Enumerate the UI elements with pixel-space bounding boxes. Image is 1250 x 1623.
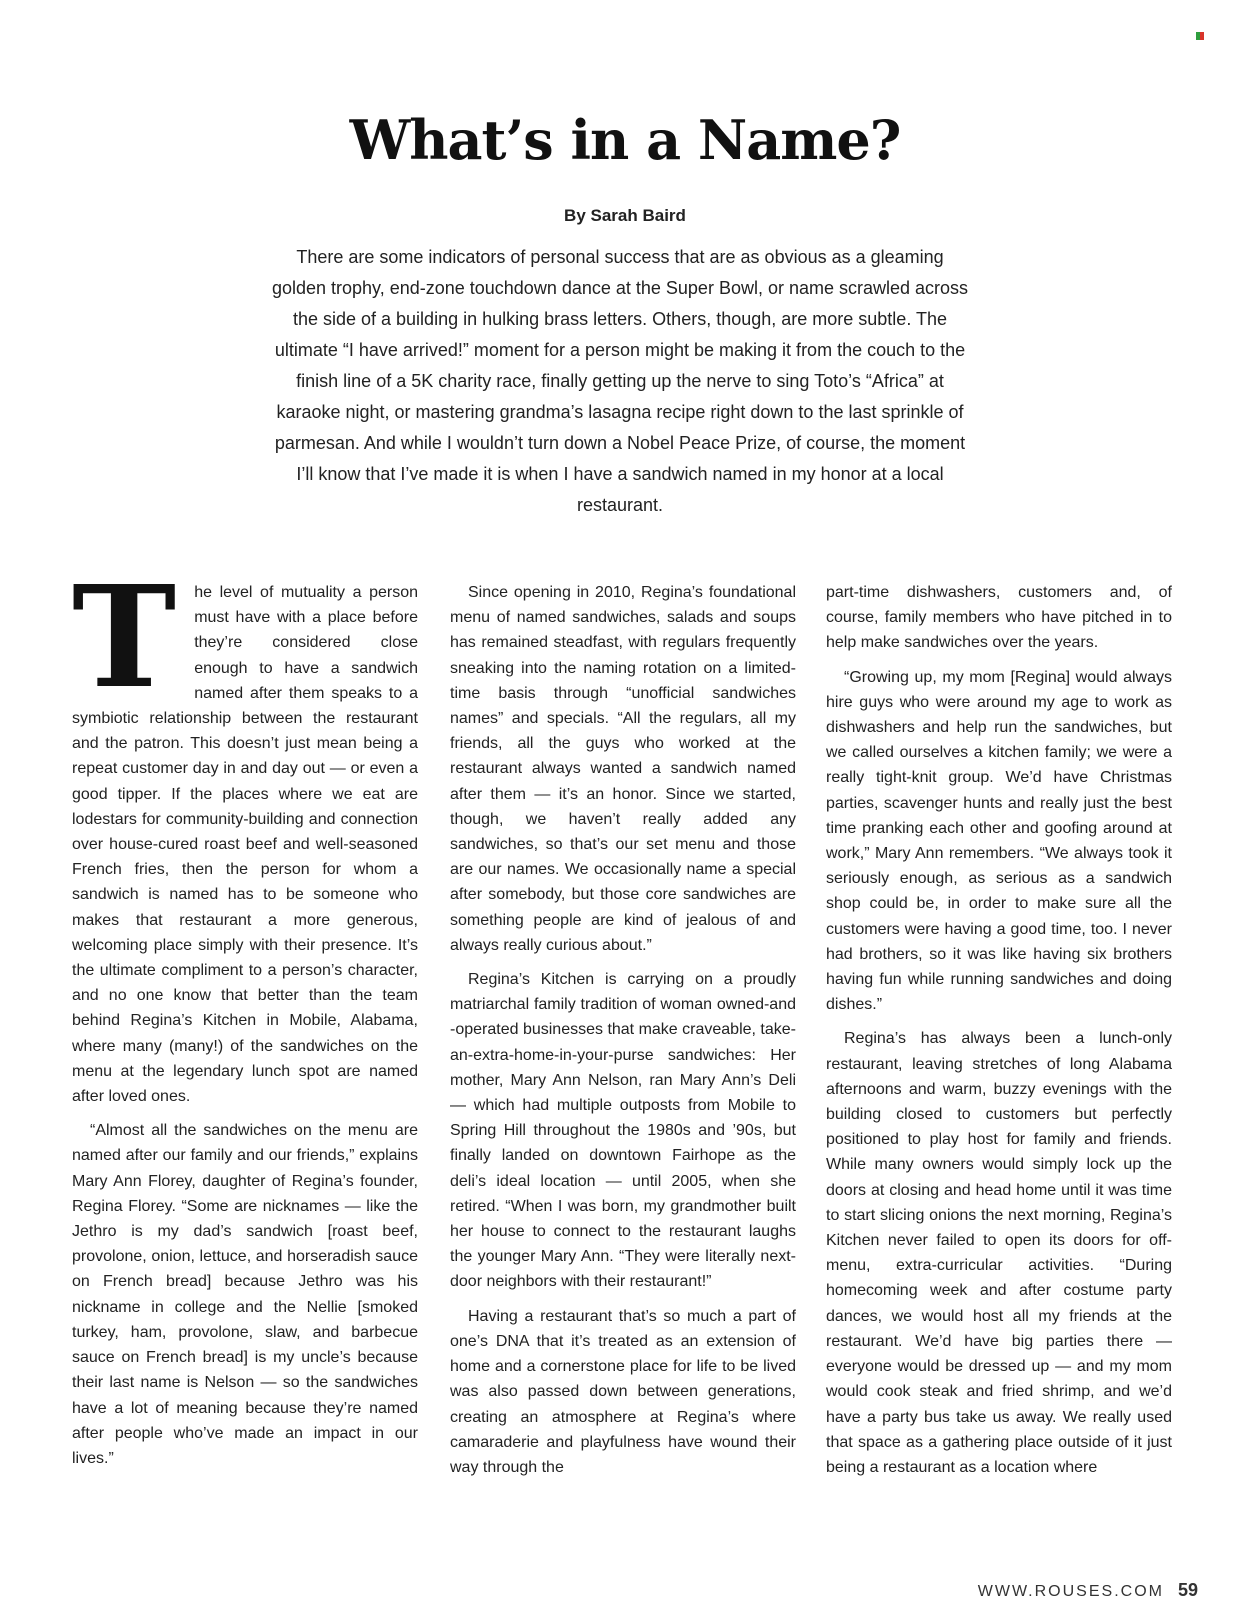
page-footer <box>978 1580 1198 1601</box>
corner-mark-red <box>1200 32 1204 40</box>
article-title: What’s in a Name? <box>349 108 901 172</box>
column-3-paragraph-2: “Growing up, my mom [Regina] would always hire guys who were around my age to work as dishwashers and help run the sandwiches, but we called ourselves a kitchen family; we were a really tight-knit group. We’d have Christmas parties, scavenger hunts and really just the best time pranking each other and goofing around at work,” Mary Ann remembers. “We always took it seriously enough, as serious as a sandwich shop could be, in order to make sure all the customers were having a good time, too. I never had brothers, so it was like having six brothers having fun while running sandwiches and doing dishes.” <box>826 668 1172 1014</box>
article-byline: By Sarah Baird <box>564 206 686 225</box>
footer-site-url[interactable]: WWW.ROUSES.COM <box>977 1583 1164 1600</box>
column-1 <box>72 556 418 1480</box>
column-2-paragraph-2: Regina’s Kitchen is carrying on a proudly matriarchal family tradition of woman owned-and -operated businesses that make craveable, take-an-extra-home-in-your-purse sandwiches: Her mother, Mary Ann Nelson, ran Mary Ann’s Deli — which had multiple outposts from Mobile to Spring Hill throughout the 1980s and ’90s, but finally landed on downtown Fairhope as the deli’s ideal location — until 2005, when she retired. “When I was born, my grandmother built her house to connect to the restaurant laughs the younger Mary Ann. “They were literally next-door neighbors with their restaurant!” <box>450 971 796 1291</box>
column-2-paragraph-3: Having a restaurant that’s so much a part of one’s DNA that it’s treated as an extension of home and a cornerstone place for life to be lived was also passed down between generations, creating an atmosphere at Regina’s where camaraderie and playfulness have wound their way through the <box>450 1307 796 1476</box>
column-3 <box>826 580 1172 1489</box>
column-2 <box>450 580 796 1489</box>
column-3-paragraph-3: Regina’s has always been a lunch-only restaurant, leaving stretches of long Alabama afternoons and warm, buzzy evenings with the building closed to customers but perfectly positioned to play host for family and friends. While many owners would simply lock up the doors at closing and head home until it was time to start slicing onions the next morning, Regina’s Kitchen never failed to open its doors for off-menu, extra-curricular activities. “During homecoming week and after costume party dances, we would host all my friends at the restaurant. We’d have big parties there — everyone would be dressed up — and my mom would cook steak and fried shrimp, and we’d have a party bus take us away. We really used that space as a gathering place outside of it just being a restaurant as a location where <box>826 1030 1172 1476</box>
corner-color-mark <box>1196 32 1204 40</box>
column-3-paragraph-1: part-time dishwashers, customers and, of course, family members who have pitched in to help make sandwiches over the years. <box>826 584 1172 652</box>
article-intro: There are some indicators of personal success that are as obvious as a gleaming golden trophy, end-zone touchdown dance at the Super Bowl, or name scrawled across the side of a building in hulking brass letters. Others, though, are more subtle. The ultimate “I have arrived!” moment for a person might be making it from the couch to the finish line of a 5K charity race, finally getting up the nerve to sing Toto’s “Africa” at karaoke night, or mastering grandma’s lasagna recipe right down to the last sprinkle of parmesan. And while I wouldn’t turn down a Nobel Peace Prize, of course, the moment I’ll know that I’ve made it is when I have a sandwich named in my honor at a local restaurant. <box>271 247 969 515</box>
drop-cap: T <box>72 556 177 720</box>
column-1-paragraph-1 <box>72 556 418 1109</box>
column-2-paragraph-1: Since opening in 2010, Regina’s foundational menu of named sandwiches, salads and soups has remained steadfast, with regulars frequently sneaking into the naming rotation on a limited-time basis through “unofficial sandwiches names” and specials. “All the regulars, all my friends, all the guys who worked at the restaurant always wanted a sandwich named after them — it’s an honor. Since we started, though, we haven’t really added any sandwiches, so that’s our set menu and those are our names. We occasionally name a special after somebody, but those core sandwiches are something people are kind of jealous of and always really curious about.” <box>450 584 796 954</box>
page-number: 59 <box>1177 1580 1198 1600</box>
column-1-paragraph-2: “Almost all the sandwiches on the menu are named after our family and our friends,” explains Mary Ann Florey, daughter of Regina’s founder, Regina Florey. “Some are nicknames — like the Jethro is my dad’s sandwich [roast beef, provolone, onion, lettuce, and horseradish sauce on French bread] because Jethro was his nickname in college and the Nellie [smoked turkey, ham, provolone, slaw, and barbecue sauce on French bread] is my uncle’s because their last name is Nelson — so the sandwiches have a lot of meaning because they’re named after people who’ve made an impact in our lives.” <box>72 1122 418 1467</box>
column-1-paragraph-1-text: he level of mutuality a person must have with a place before they’re considered close enough to have a sandwich named after them speaks to a symbiotic relationship between the restaurant and the patron. This doesn’t just mean being a repeat customer day in and day out — or even a good tipper. If the places where we eat are lodestars for community-building and connection over house-cured roast beef and well-seasoned French fries, then the person for whom a sandwich is named has to be someone who makes that restaurant a more generous, welcoming place simply with their presence. It’s the ultimate compliment to a person’s character, and no one know that better than the team behind Regina’s Kitchen in Mobile, Alabama, where many (many!) of the sandwiches on the menu at the legendary lunch spot are named after loved ones. <box>72 584 418 1106</box>
